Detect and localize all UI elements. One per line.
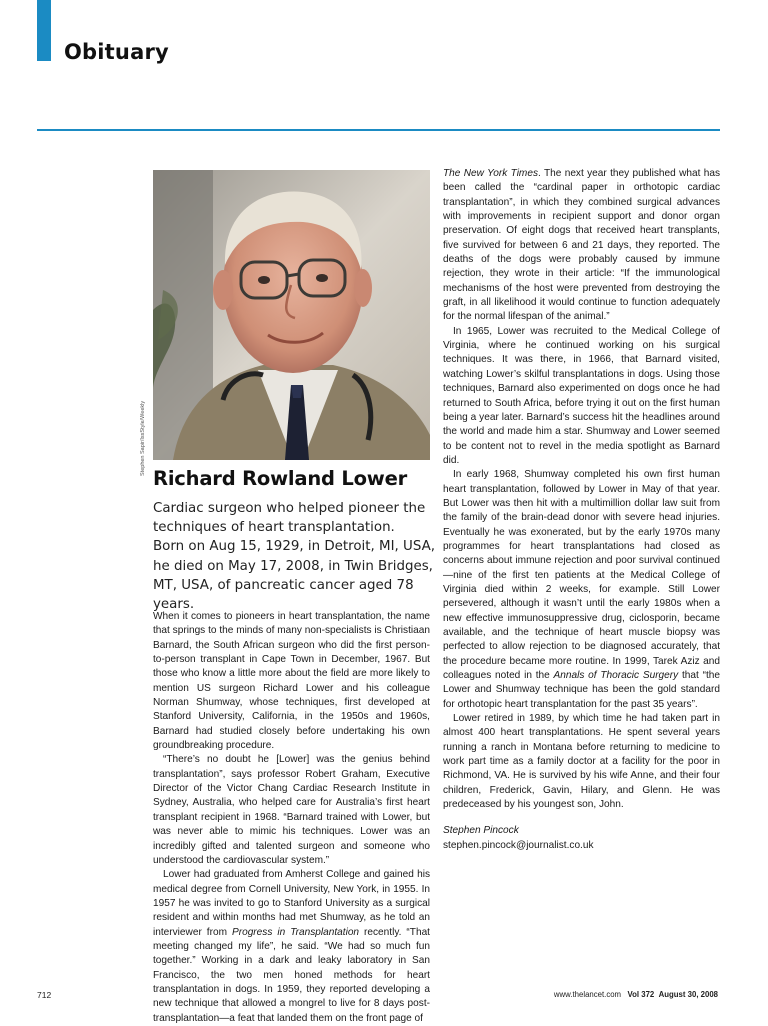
obituary-deck [153,499,438,614]
footer-volume: Vol 372 [627,990,655,999]
body-paragraph-3-end: . The next year they published what has been called the “cardinal paper in orthotopic cardiac transplantation”, in which they combined surgical advances with improvements in recipient support and donor organ preservation. Of eight dogs that received heart transplants, five survived for between 6 and 21 days, they reported. The deaths of the dogs were probably caused by immune rejection, they wrote in their article: “If the immunological mechanisms of the host were prevented from destroying the graft, in all likelihood it would continue to function adequately for the normal lifespan of the animal.” [443,168,721,323]
author-byline: Stephen Pincock [443,825,519,837]
footer-date: August 30, 2008 [658,990,718,999]
journal-title-2: Annals of Thoracic Surgery [553,670,679,682]
photo-credit: Stephen Sapir/IssStyle/Weekly [140,400,146,476]
body-paragraph-3-cont [443,167,720,325]
section-title: Obituary [64,40,169,64]
newspaper-title: The New York Times [443,168,539,179]
obituary-name: Richard Rowland Lower [153,467,408,490]
body-paragraph-1: When it comes to pioneers in heart transplantation, the name that springs to the minds of many non-specialists is Christiaan Barnard, the South African surgeon who did the first person-to-person transplant in Cape Town in December, 1967. But those who know a little more about the field are more likely to mention US surgeon Richard Lower and his colleague Norman Shumway, whose techniques, first developed at Stanford University, California, in the 1950s and 1960s, Barnard had studied closely before undertaking his own groundbreaking procedure. [153,611,430,752]
body-paragraph-4: In 1965, Lower was recruited to the Medical College of Virginia, where he continued working on his surgical techniques. It was there, in 1966, that Barnard visited, watching Lower’s skilful transplantations in dogs. Using those techniques, Barnard also experimented on dogs once he had returned to South Africa, before trying it out on the first human being a year later. Barnard’s success hit the headlines around the world and made him a star. Shumway and Lower seemed to be content not to revel in the media spotlight as Barnard did. [443,325,720,466]
body-paragraph-3-tail: recently. “That meeting changed my life”, he said. “We had so much fun together.” Working in a dark and leaky laboratory in San Francisco, the two men honed methods for heart transplantation in dogs. In 1959, they reported developing a new technique that allowed a mongrel to live for 8 days post-transplantation—a feat that landed them on the front page of [153,926,430,1024]
body-paragraph-2: “There’s no doubt he [Lower] was the genius behind transplantation”, says professor Robert Graham, Executive Director of the Victor Chang Cardiac Research Institute in Sydney, Australia, who helped care for Australia’s first heart transplant recipient in 1968. “Barnard trained with Lower, but was never able to mimic his techniques. Lower was an incredibly gifted and talented surgeon and someone who understood the cardiovascular system.” [153,754,430,866]
footer-site[interactable]: www.thelancet.com [553,990,622,999]
body-paragraph-6: Lower retired in 1989, by which time he had taken part in almost 400 heart transplantations. He spent several years running a ranch in Montana before returning to medicine to work part time as a family doctor at a facility for the poor in Richmond, VA. He is survived by his wife Anne, and their four children, Frederick, Gavin, Hilary, and Glenn. He was predeceased by his youngest son, John. [443,713,720,811]
author-email[interactable]: stephen.pincock@journalist.co.uk [443,839,594,851]
body-column-left [153,610,430,1026]
page-number: 712 [37,990,52,1000]
body-paragraph-5: In early 1968, Shumway completed his own first human heart transplantation, followed by Lower in May of that year. But Lower was then hit with a multimillion dollar law suit from the family of the brain-dead donor with severe head injuries. Eventually he was exonerated, but by the early 1970s many programmes for heart transplantations had closed as concerns about immune rejection and poor survival continued—nine of the first ten patients at the Medical College of Virginia died within 2 weeks, for example. Still Lower persevered, although it wasn’t until the early 1980s when a new effective immunosuppressive drug, ciclosporin, became available, and the technique of heart muscle biopsy was perfected to allow rejection to be diagnosed accurately, that the procedure became more routine. In 1999, Tarek Aziz and colleagues noted in the Annals of Thoracic Surgery that “the Lower and Shumway technique has been the gold standard for orthotopic heart transplantation for the past 35 years”. [443,469,720,710]
body-paragraph-5-tail: that “the Lower and Shumway technique has been the gold standard for orthotopic heart transplantation for the past 35 years”. [443,670,720,710]
portrait-photo [153,170,430,460]
header-rule [37,129,720,131]
deck-dates: Born on Aug 15, 1929, in Detroit, MI, USA, he died on May 17, 2008, in Twin Bridges, MT, USA, of pancreatic cancer aged 78 years. [153,539,436,613]
body-column-right [443,167,720,853]
footer-citation [554,990,718,999]
journal-title: Progress in Transplantation [231,926,360,938]
header-accent-bar [37,0,51,61]
body-paragraph-3-start: Lower had graduated from Amherst College and gained his medical degree from Cornell University, New York, in 1955. In 1957 he was invited to go to Stanford University as a surgical resident and within months had met Shumway, as he told an interviewer from Progress in Transplantation recently. “That meeting changed my life”, he said. “We had so much fun together.” Working in a dark and leaky laboratory in San Francisco, the two men honed methods for heart transplantation in dogs. In 1959, they reported developing a new technique that allowed a mongrel to live for 8 days post-transplantation—a feat that landed them on the front page of [153,869,430,1024]
deck-description: Cardiac surgeon who helped pioneer the techniques of heart transplantation. [153,501,426,536]
portrait-illustration [153,170,430,460]
